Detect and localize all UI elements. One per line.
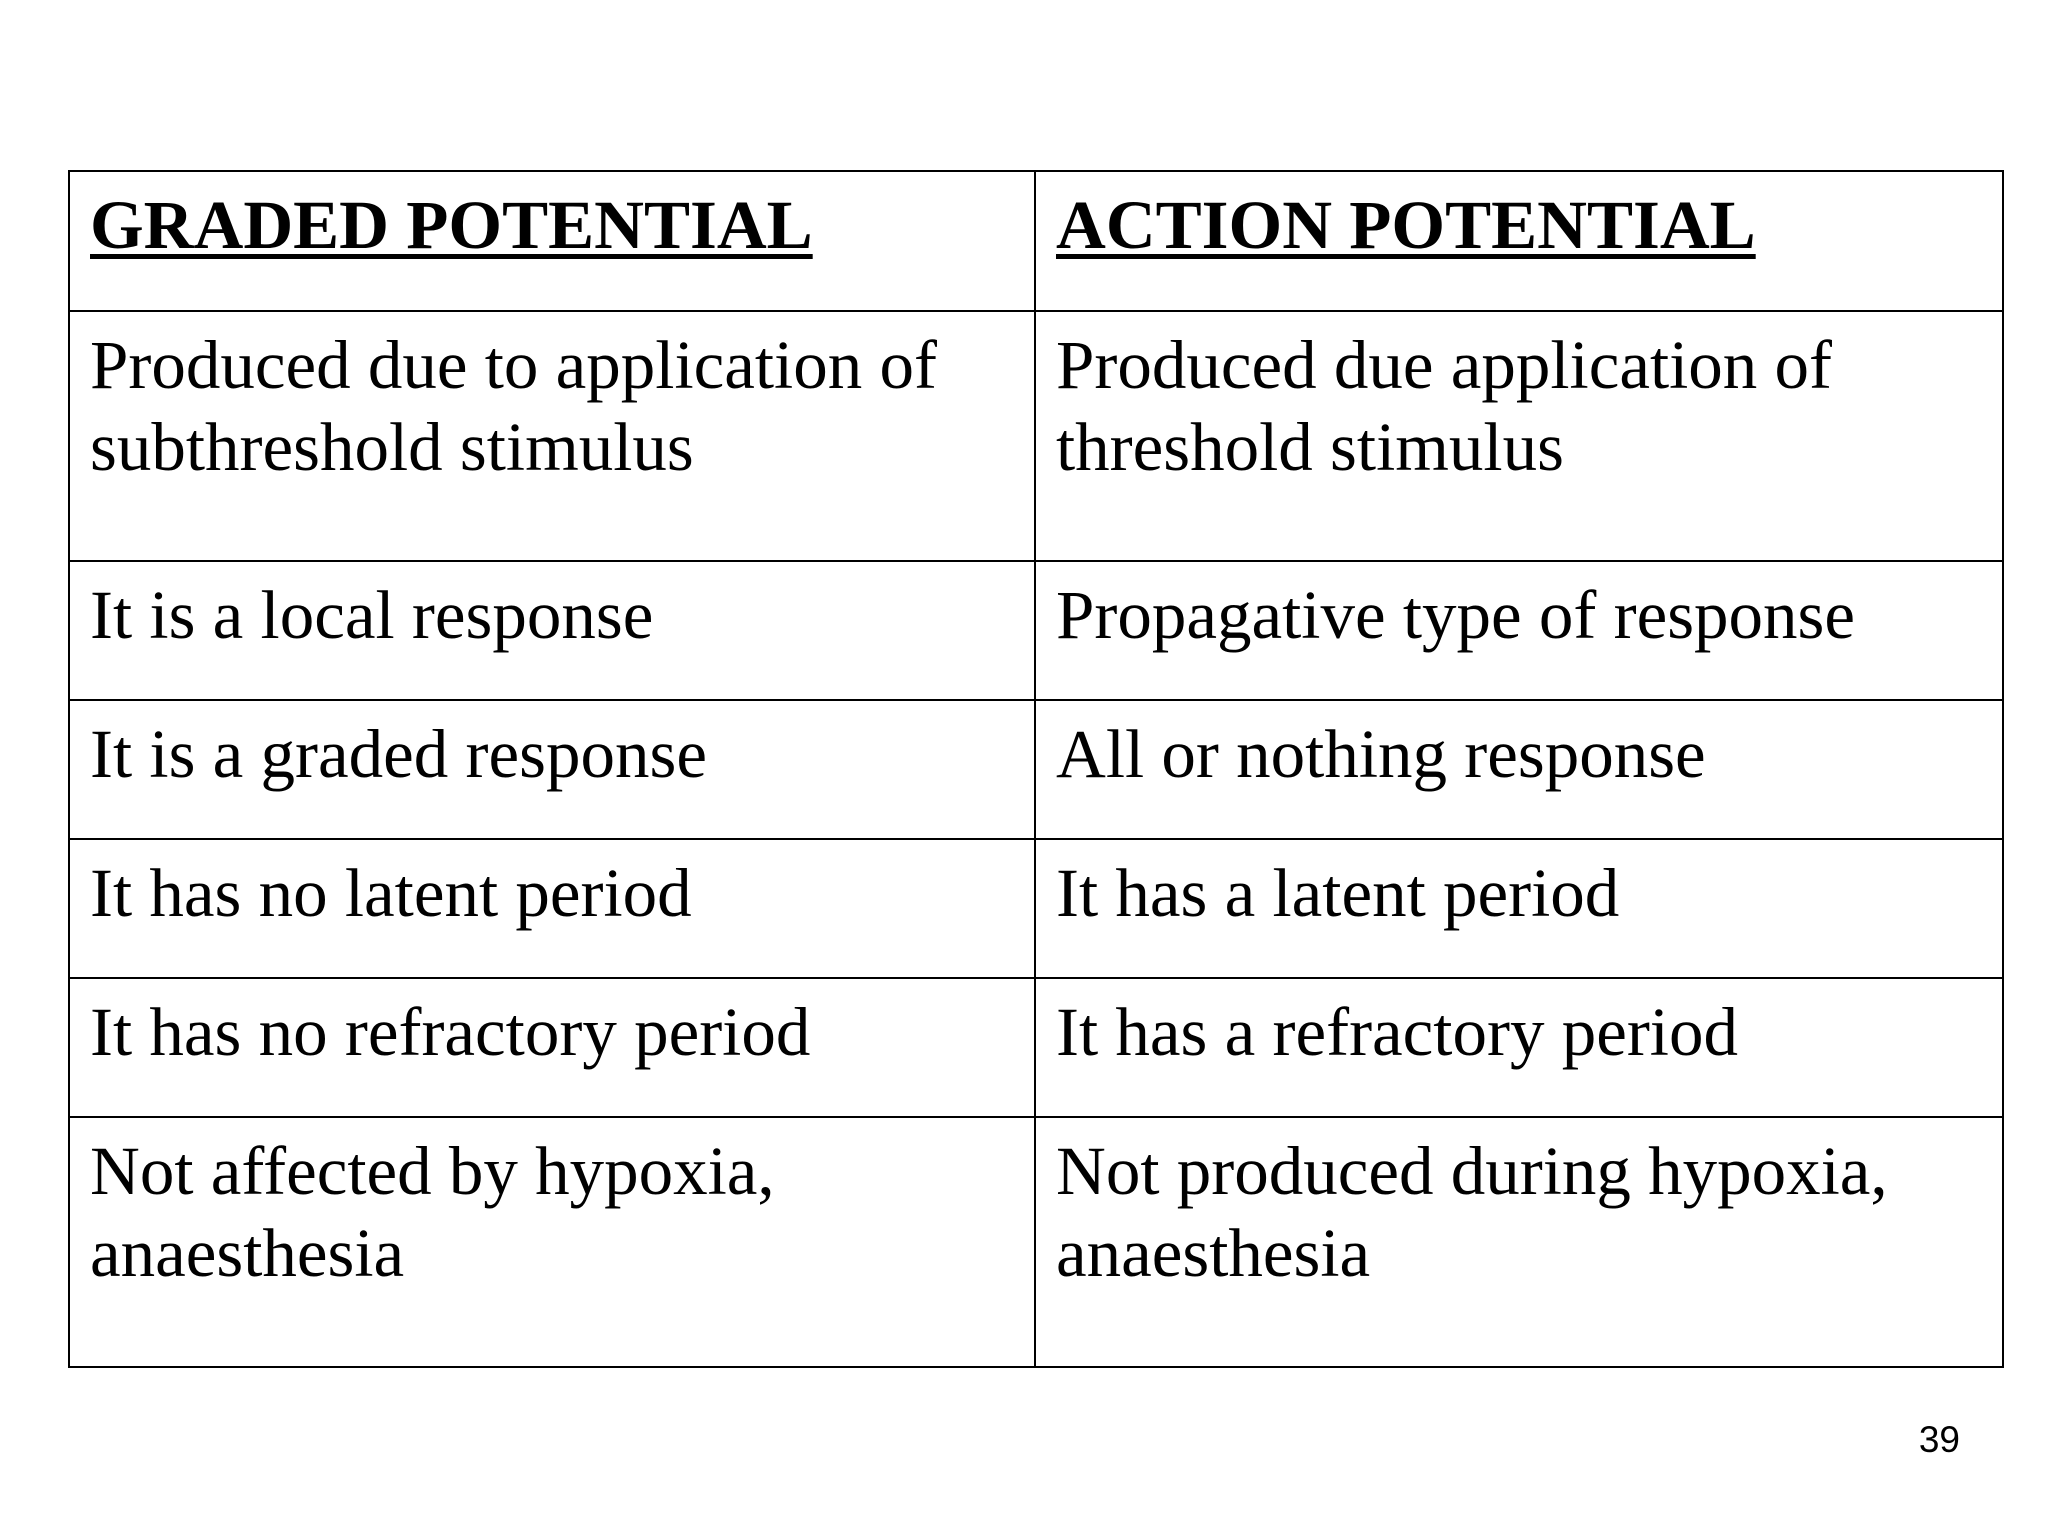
table-cell-action: Produced due application of threshold stimulus xyxy=(1035,311,2003,561)
table-row xyxy=(69,311,2003,561)
header-action-potential: ACTION POTENTIAL xyxy=(1056,187,1756,263)
table-cell-graded: It has no refractory period xyxy=(69,978,1035,1117)
table-cell-graded: It has no latent period xyxy=(69,839,1035,978)
table-row xyxy=(69,700,2003,839)
table-cell-graded: Not affected by hypoxia, anaesthesia xyxy=(69,1117,1035,1367)
table-cell-graded: Produced due to application of subthreshold stimulus xyxy=(69,311,1035,561)
table-header-row xyxy=(69,171,2003,311)
table-cell-action: It has a latent period xyxy=(1035,839,2003,978)
table-cell-graded: It is a graded response xyxy=(69,700,1035,839)
header-cell-action xyxy=(1035,171,2003,311)
header-graded-potential: GRADED POTENTIAL xyxy=(90,187,813,263)
page-number: 39 xyxy=(1918,1419,1960,1460)
table-row xyxy=(69,839,2003,978)
header-cell-graded xyxy=(69,171,1035,311)
table-cell-graded: It is a local response xyxy=(69,561,1035,700)
table-cell-action: Propagative type of response xyxy=(1035,561,2003,700)
table-row xyxy=(69,978,2003,1117)
table-cell-action: It has a refractory period xyxy=(1035,978,2003,1117)
comparison-table xyxy=(68,170,2004,1368)
table-cell-action: All or nothing response xyxy=(1035,700,2003,839)
table-row xyxy=(69,1117,2003,1367)
table-cell-action: Not produced during hypoxia, anaesthesia xyxy=(1035,1117,2003,1367)
table-row xyxy=(69,561,2003,700)
